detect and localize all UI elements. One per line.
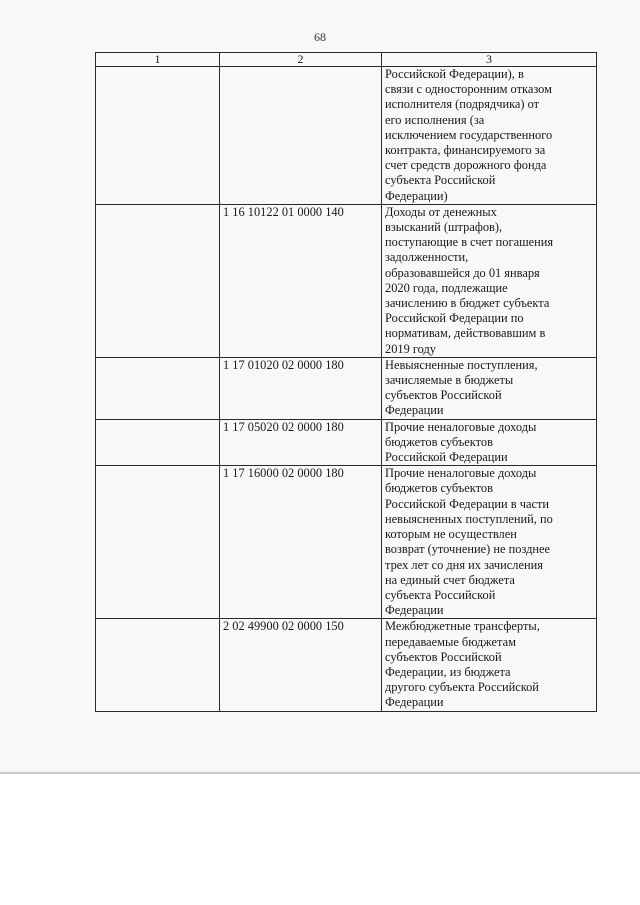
revenue-name-line: другого субъекта Российской bbox=[385, 680, 539, 695]
revenue-name-line: Федерации) bbox=[385, 188, 448, 203]
revenue-name-line: образовавшейся до 01 января bbox=[385, 265, 540, 280]
revenue-name-line: задолженности, bbox=[385, 250, 469, 265]
revenue-name-line: 2020 года, подлежащие bbox=[385, 280, 508, 295]
revenue-name-line: связи с односторонним отказом bbox=[385, 82, 552, 97]
revenue-name-line: Доходы от денежных bbox=[385, 204, 497, 219]
column-header-1: 1 bbox=[96, 53, 220, 67]
revenue-name-line: Федерации bbox=[385, 403, 444, 418]
revenue-name-line: зачислению в бюджет субъекта bbox=[385, 296, 550, 311]
budget-code-cell: 1 16 10122 01 0000 140 bbox=[220, 204, 382, 357]
column-header-2: 2 bbox=[220, 53, 382, 67]
table-row bbox=[96, 357, 597, 419]
budget-code-cell: 2 02 49900 02 0000 150 bbox=[220, 619, 382, 711]
revenue-name-line: Федерации bbox=[385, 603, 444, 618]
revenue-name-line: возврат (уточнение) не позднее bbox=[385, 542, 551, 557]
revenue-name-line: Российской Федерации в части bbox=[385, 496, 549, 511]
revenue-name-line: субъектов Российской bbox=[385, 388, 502, 403]
revenue-name-line: Прочие неналоговые доходы bbox=[385, 466, 537, 481]
revenue-name-line: субъекта Российской bbox=[385, 587, 496, 602]
revenue-name-line: зачисляемые в бюджеты bbox=[385, 373, 514, 388]
revenue-name-cell bbox=[382, 67, 597, 205]
revenue-name-cell bbox=[382, 419, 597, 466]
cell-col1 bbox=[96, 357, 220, 419]
revenue-name-line: которым не осуществлен bbox=[385, 527, 517, 542]
column-header-3: 3 bbox=[382, 53, 597, 67]
revenue-name-line: Российской Федерации), в bbox=[385, 67, 524, 81]
cell-col1 bbox=[96, 466, 220, 619]
budget-codes-table bbox=[95, 52, 597, 712]
revenue-name-line: Российской Федерации по bbox=[385, 311, 524, 326]
revenue-name-line: взысканий (штрафов), bbox=[385, 220, 503, 235]
revenue-name-line: субъекта Российской bbox=[385, 173, 496, 188]
table-row bbox=[96, 419, 597, 466]
budget-code-cell: 1 17 05020 02 0000 180 bbox=[220, 419, 382, 466]
budget-code-cell: 1 17 01020 02 0000 180 bbox=[220, 357, 382, 419]
cell-col1 bbox=[96, 619, 220, 711]
table-body bbox=[96, 67, 597, 712]
revenue-name-line: Федерации bbox=[385, 695, 444, 710]
page-number: 68 bbox=[314, 30, 326, 44]
table-row bbox=[96, 204, 597, 357]
revenue-name-line: исключением государственного bbox=[385, 127, 553, 142]
revenue-name-line: его исполнения (за bbox=[385, 112, 485, 127]
revenue-name-cell bbox=[382, 204, 597, 357]
revenue-name-line: бюджетов субъектов bbox=[385, 434, 493, 449]
revenue-name-line: субъектов Российской bbox=[385, 649, 502, 664]
cell-col1 bbox=[96, 204, 220, 357]
revenue-name-line: счет средств дорожного фонда bbox=[385, 158, 547, 173]
table-row bbox=[96, 67, 597, 205]
revenue-name-line: трех лет со дня их зачисления bbox=[385, 557, 543, 572]
revenue-name-line: нормативам, действовавшим в bbox=[385, 326, 546, 341]
revenue-name-cell bbox=[382, 357, 597, 419]
revenue-name-cell bbox=[382, 466, 597, 619]
revenue-name-line: исполнителя (подрядчика) от bbox=[385, 97, 540, 112]
revenue-name-line: Межбюджетные трансферты, bbox=[385, 619, 540, 634]
cell-col1 bbox=[96, 419, 220, 466]
revenue-name-line: контракта, финансируемого за bbox=[385, 143, 546, 158]
revenue-name-line: 2019 году bbox=[385, 341, 436, 356]
cell-col1 bbox=[96, 67, 220, 205]
revenue-name-line: Федерации, из бюджета bbox=[385, 664, 511, 679]
revenue-name-line: на единый счет бюджета bbox=[385, 572, 515, 587]
revenue-name-cell bbox=[382, 619, 597, 711]
revenue-name-line: Прочие неналоговые доходы bbox=[385, 419, 537, 434]
budget-code-cell: 1 17 16000 02 0000 180 bbox=[220, 466, 382, 619]
table-header-row bbox=[96, 53, 597, 67]
table-row bbox=[96, 466, 597, 619]
revenue-name-line: Российской Федерации bbox=[385, 450, 508, 465]
revenue-name-line: невыясненных поступлений, по bbox=[385, 511, 553, 526]
revenue-name-line: поступающие в счет погашения bbox=[385, 235, 554, 250]
budget-code-cell bbox=[220, 67, 382, 205]
revenue-name-line: Невыясненные поступления, bbox=[385, 357, 538, 372]
revenue-name-line: передаваемые бюджетам bbox=[385, 634, 516, 649]
revenue-name-line: бюджетов субъектов bbox=[385, 481, 493, 496]
table-row bbox=[96, 619, 597, 711]
